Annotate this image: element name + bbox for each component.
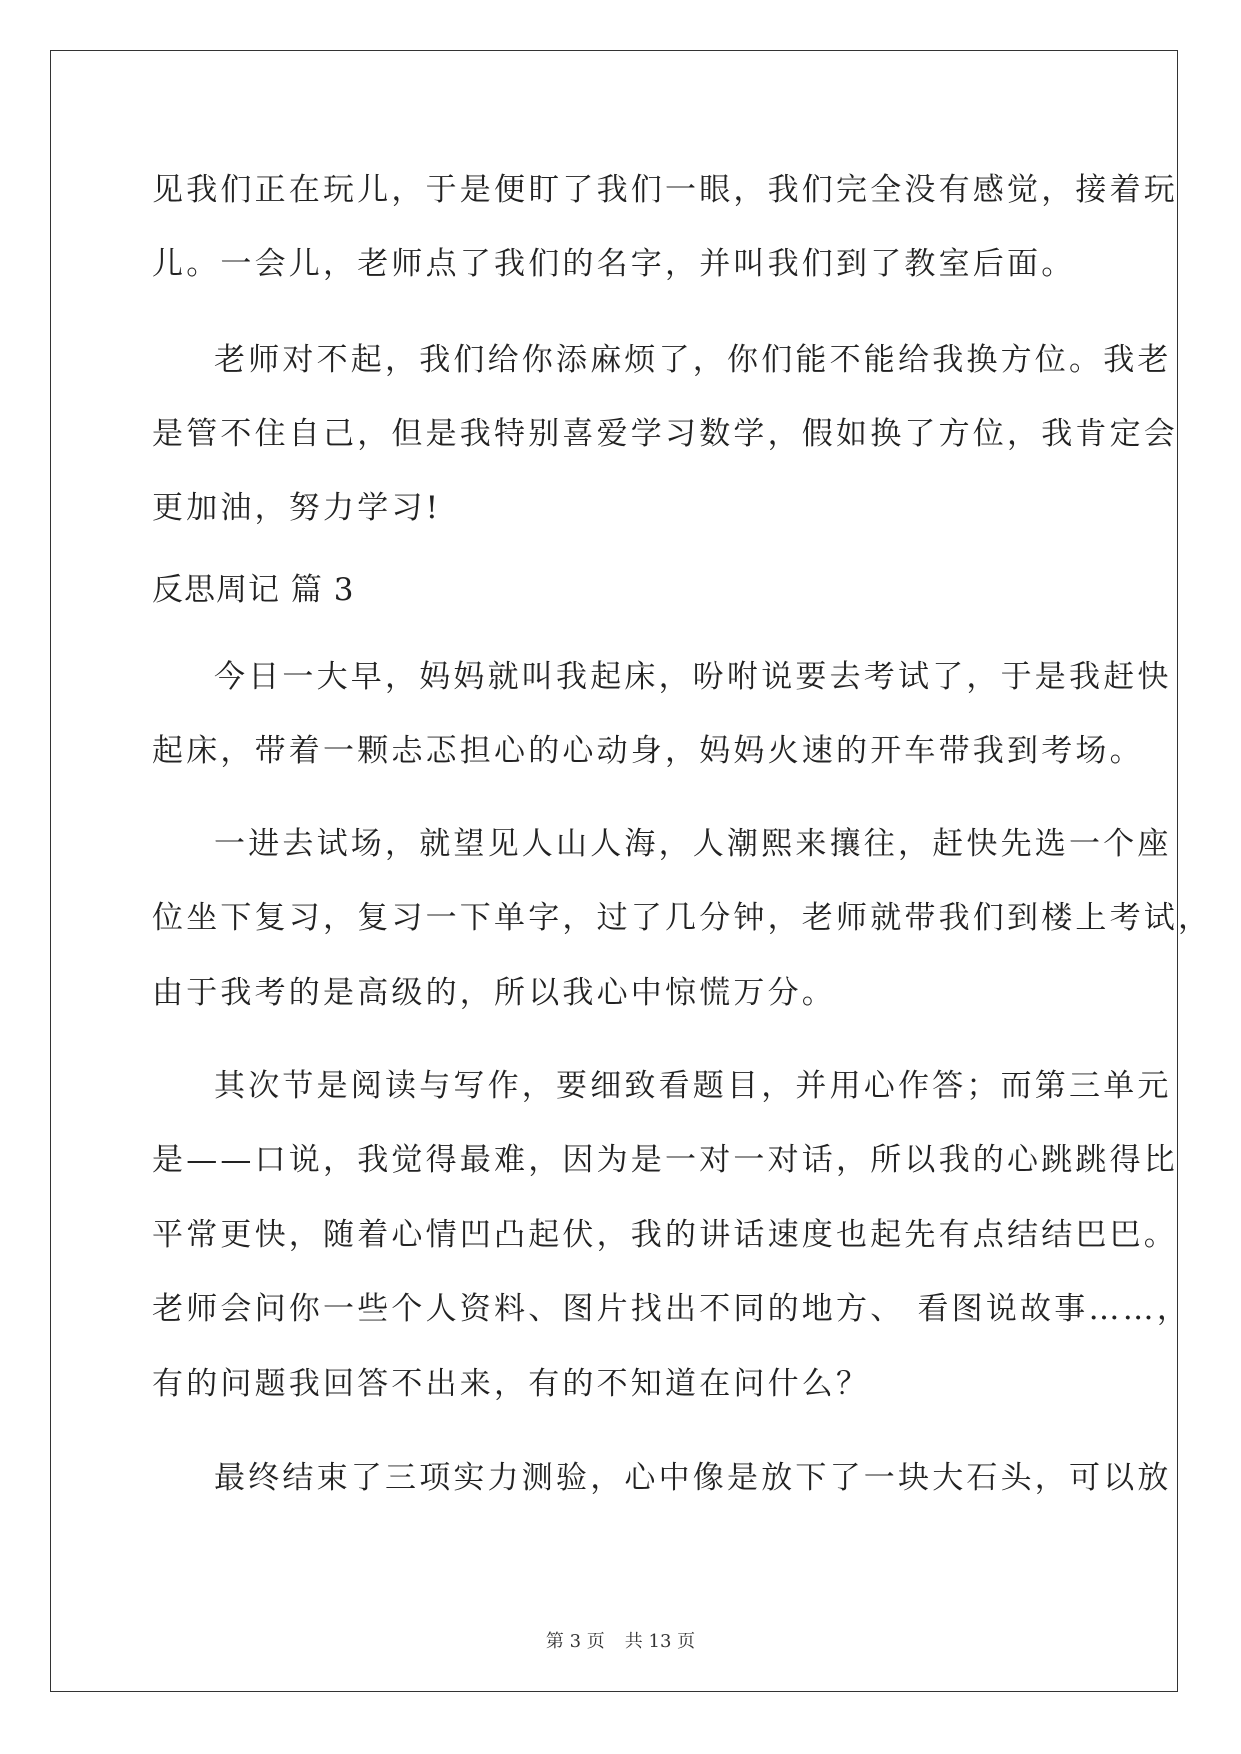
paragraph-line: 老师对不起，我们给你添麻烦了，你们能不能给我换方位。我老 [214, 342, 1172, 378]
paragraph-line: 老师会问你一些个人资料、图片找出不同的地方、 看图说故事……， [152, 1291, 1192, 1327]
page-number: 第 3 页 [545, 1631, 605, 1652]
paragraph-line: 有的问题我回答不出来，有的不知道在问什么？ [152, 1366, 871, 1402]
paragraph-line: 一进去试场，就望见人山人海，人潮熙来攘往，赶快先选一个座 [214, 826, 1172, 862]
paragraph-line: 最终结束了三项实力测验，心中像是放下了一块大石头，可以放 [214, 1460, 1172, 1496]
section-heading: 反思周记 篇 3 [152, 572, 355, 608]
page-footer [0, 1630, 1241, 1654]
paragraph-line: 更加油，努力学习! [152, 490, 442, 526]
paragraph-line: 平常更快，随着心情凹凸起伏，我的讲话速度也起先有点结结巴巴。 [152, 1217, 1178, 1253]
paragraph-line: 见我们正在玩儿，于是便盯了我们一眼，我们完全没有感觉，接着玩 [152, 172, 1178, 208]
paragraph-line: 起床，带着一颗忐忑担心的心动身，妈妈火速的开车带我到考场。 [152, 733, 1144, 769]
paragraph-line: 今日一大早，妈妈就叫我起床，吩咐说要去考试了，于是我赶快 [214, 659, 1172, 695]
page-total: 共 13 页 [624, 1631, 696, 1652]
paragraph-line: 其次节是阅读与写作，要细致看题目，并用心作答；而第三单元 [214, 1068, 1172, 1104]
paragraph-line: 由于我考的是高级的，所以我心中惊慌万分。 [152, 975, 836, 1011]
paragraph-line: 儿。一会儿，老师点了我们的名字，并叫我们到了教室后面。 [152, 246, 1076, 282]
paragraph-line: 位坐下复习，复习一下单字，过了几分钟，老师就带我们到楼上考试， [152, 900, 1213, 936]
page-border [50, 50, 1213, 1692]
paragraph-line: 是管不住自己，但是我特别喜爱学习数学，假如换了方位，我肯定会 [152, 416, 1178, 452]
paragraph-line: 是——口说，我觉得最难，因为是一对一对话，所以我的心跳跳得比 [152, 1142, 1178, 1178]
